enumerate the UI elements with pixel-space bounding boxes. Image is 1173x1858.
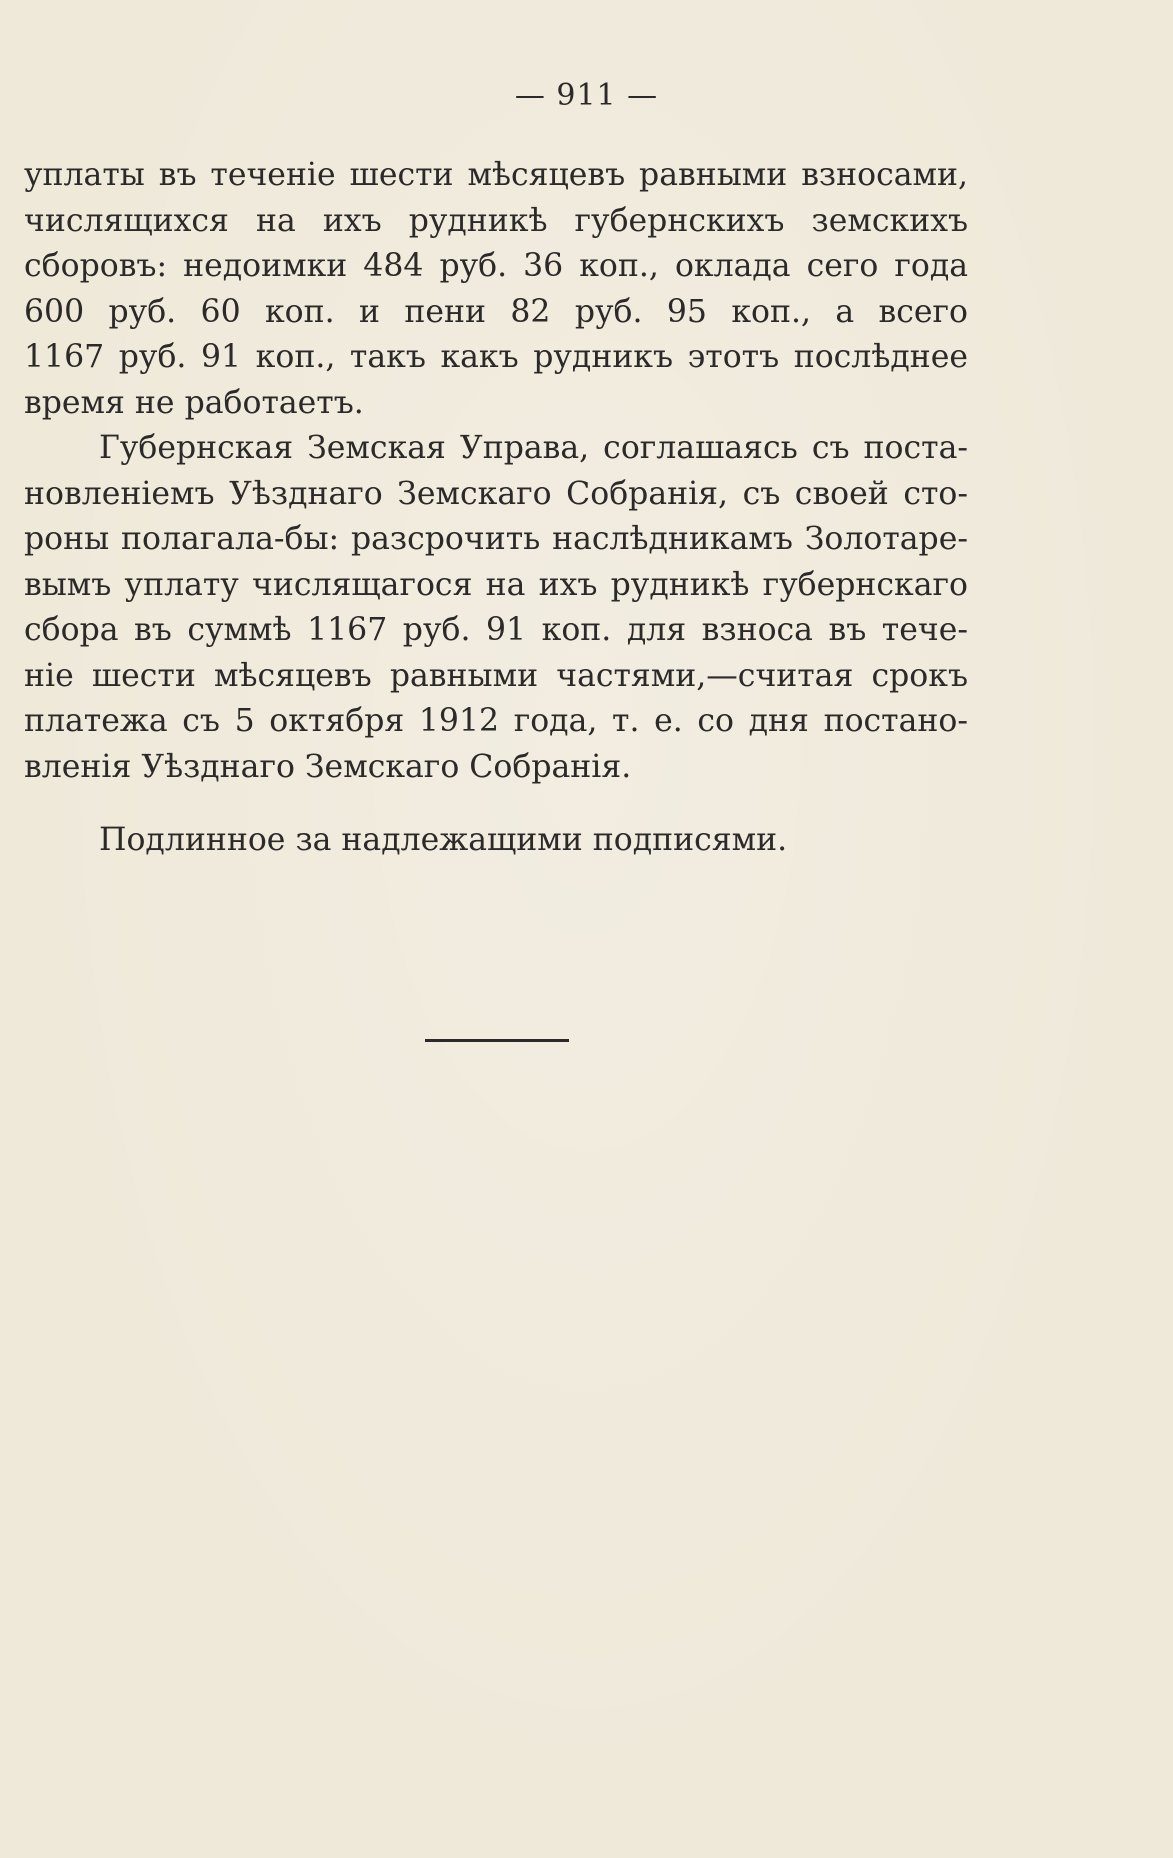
text-line: числящихся на ихъ рудникѣ губернскихъ земскихъ [24,202,968,239]
text-line: вымъ уплату числящагося на ихъ рудникѣ губернскаго [24,566,968,603]
text-line: новленіемъ Уѣзднаго Земскаго Собранія, съ своей сто- [24,475,968,512]
text-line: уплаты въ теченіе шести мѣсяцевъ равными взносами, [24,157,968,193]
text-line: Губернская Земская Управа, соглашаясь съ поста- [99,430,968,466]
text-line: 600 руб. 60 коп. и пени 82 руб. 95 коп., а всего [24,293,968,330]
text-line: время не работаетъ. [24,384,364,421]
end-rule-divider [425,1039,569,1042]
text-line: сбора въ суммѣ 1167 руб. 91 коп. для взноса въ тече- [24,612,968,648]
text-line: сборовъ: недоимки 484 руб. 36 коп., оклада сего года [24,248,968,284]
text-line: ніе шести мѣсяцевъ равными частями,—считая срокъ [24,657,968,694]
text-line: 1167 руб. 91 коп., такъ какъ рудникъ этотъ послѣднее [24,339,968,375]
page-number: — 911 — [514,78,659,113]
text-line: платежа съ 5 октября 1912 года, т. е. со дня постано- [24,703,968,739]
text-line: роны полагала-бы: разсрочить наслѣдникамъ Золотаре- [24,521,968,557]
paragraph-continuation [24,153,968,426]
signature-note: Подлинное за надлежащими подписями. [99,822,788,858]
paragraph-resolution [24,426,968,790]
text-line: вленія Уѣзднаго Земскаго Собранія. [24,748,632,785]
